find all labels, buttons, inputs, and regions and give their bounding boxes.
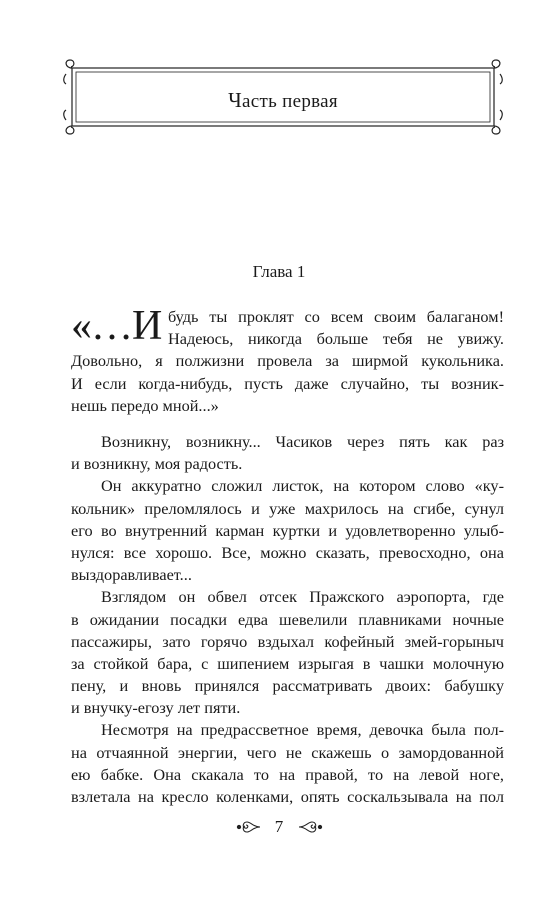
body-line: и возникну, моя радость. xyxy=(71,454,243,474)
opening-line: И если когда-нибудь, пусть даже случайно, ты возник- xyxy=(71,373,504,393)
opening-line: Довольно, я полжизни провела за ширмой кукольника. xyxy=(71,351,504,371)
part-title-rest: асть первая xyxy=(242,91,338,112)
body-line: в ожидании посадки едва шевелили плавниками ночные xyxy=(71,609,504,629)
body-line: ею бабке. Она скакала то на правой, то на левой ноге, xyxy=(71,764,504,784)
flourish-right-icon xyxy=(298,819,324,835)
part-title-cap: Ч xyxy=(228,88,243,112)
chapter-title: Глава 1 xyxy=(252,262,306,281)
page-number: 7 xyxy=(274,817,284,837)
opening-line: нешь передо мной...» xyxy=(71,395,219,415)
body-line: и внучку-егозу лет пяти. xyxy=(71,698,241,718)
body-line: взлетала на кресло коленками, опять соскальзывала на пол xyxy=(71,787,504,806)
opening-line: Надеюсь, никогда больше тебя не увижу. xyxy=(168,329,504,349)
body-line: за стойкой бара, с шипением изрыгая в чашки молочную xyxy=(71,653,504,673)
drop-cap: «…И xyxy=(71,303,162,349)
body-line: Возникну, возникну... Часиков через пять как раз xyxy=(101,432,504,451)
body-line: его во внутренний карман куртки и удовлетворенно улыб- xyxy=(71,520,504,540)
flourish-left-icon xyxy=(235,819,261,835)
page-footer xyxy=(0,816,558,837)
body-line: на отчаянной энергии, чего не скажешь о замордованной xyxy=(71,742,504,762)
body-line: Несмотря на предрассветное время, девочка была пол- xyxy=(101,720,504,740)
body-line: Он аккуратно сложил листок, на котором слово «ку- xyxy=(101,476,504,496)
body-line: пену, и вновь принялся рассматривать двоих: бабушку xyxy=(71,676,504,696)
body-line: пассажиры, зато горячо вздыхал кофейный змей-горыныч xyxy=(71,631,504,651)
opening-line: будь ты проклят со всем своим балаганом! xyxy=(168,307,504,326)
body-line: выздоравливает... xyxy=(71,565,192,585)
body-line: Взглядом он обвел отсек Пражского аэропорта, где xyxy=(101,587,504,607)
body-line: кольник» преломлялось и уже махрилось на сгибе, сунул xyxy=(71,498,504,518)
part-title xyxy=(62,88,504,113)
body-text xyxy=(71,431,504,808)
part-title-frame xyxy=(62,58,504,136)
opening-paragraph xyxy=(71,303,504,417)
body-line: нулся: все хорошо. Все, можно сказать, превосходно, она xyxy=(71,542,504,562)
